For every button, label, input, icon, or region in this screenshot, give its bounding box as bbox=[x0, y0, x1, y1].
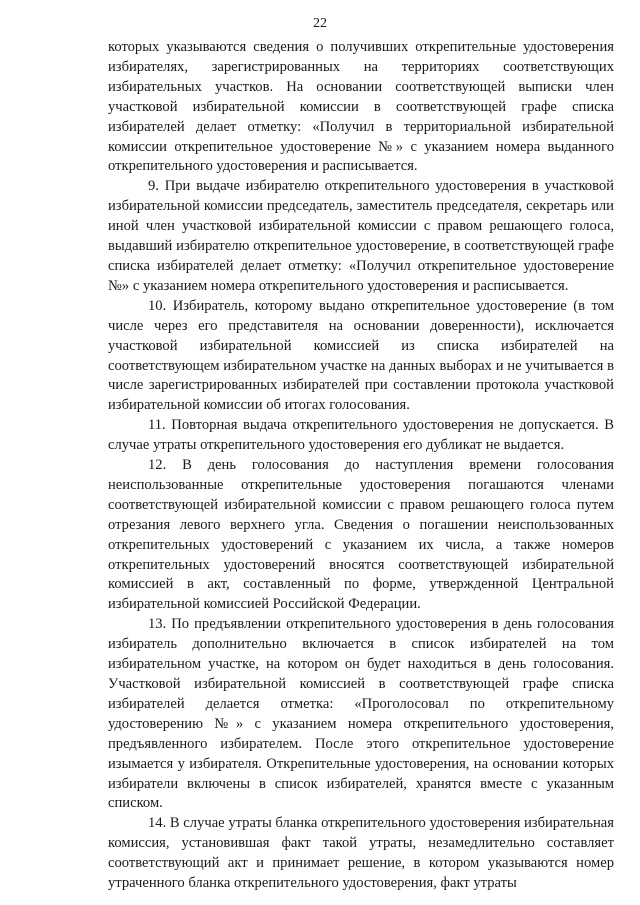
paragraph: 9. При выдаче избирателю открепительного удостоверения в участковой избирательной комиссии председатель, заместитель председателя, секретарь или иной член участковой избирательной комиссии с правом решающего голоса, выдавший избирателю открепительное удостоверение, в соответствующей графе списка избирателей делает отметку: «Получил открепительное удостоверение №» с указанием номера открепительного удостоверения и расписывается. bbox=[108, 178, 614, 294]
document-body bbox=[108, 38, 614, 894]
paragraph: 10. Избиратель, которому выдано открепительное удостоверение (в том числе через его представителя на основании доверенности), исключается участковой избирательной комиссией из списка избирателей на соответствующем избирательном участке на данных выборах и не учитывается в числе зарегистрированных избирателей при составлении протокола участковой избирательной комиссии об итогах голосования. bbox=[108, 297, 614, 414]
paragraph: 14. В случае утраты бланка открепительного удостоверения избирательная комиссия, установившая факт такой утраты, незамедлительно составляет соответствующий акт и принимает решение, в котором указываются номер утраченного бланка открепительного удостоверения, факт утраты bbox=[108, 815, 614, 892]
paragraph: 12. В день голосования до наступления времени голосования неиспользованные открепительные удостоверения погашаются членами соответствующей избирательной комиссии с правом решающего голоса путем отрезания левого верхнего угла. Сведения о погашении неиспользованных открепительных удостоверений с указанием их числа, а также номеров открепительных удостоверений вносятся соответствующей избирательной комиссией в акт, составленный по форме, утвержденной Центральной избирательной комиссией Российской Федерации. bbox=[108, 457, 614, 613]
paragraph: которых указываются сведения о получивших открепительные удостоверения избирателях, зарегистрированных на территориях соответствующих избирательных участков. На основании соответствующей выписки член участковой избирательной комиссии в соответствующей графе списка избирателей делает отметку: «Получил в территориальной избирательной комиссии открепительное удостоверение №» с указанием номера выданного открепительного удостоверения и расписывается. bbox=[108, 39, 614, 175]
paragraph: 13. По предъявлении открепительного удостоверения в день голосования избиратель дополнительно включается в список избирателей на том избирательном участке, на котором он будет находиться в день голосования. Участковой избирательной комиссией в соответствующей графе списка избирателей делается отметка: «Проголосовал по открепительному удостоверению №» с указанием номера открепительного удостоверения, предъявленного избирателем. После этого открепительное удостоверение изымается у избирателя. Открепительные удостоверения, на основании которых избиратели включены в список избирателей, хранятся вместе с указанным списком. bbox=[108, 616, 614, 812]
paragraph: 11. Повторная выдача открепительного удостоверения не допускается. В случае утраты открепительного удостоверения его дубликат не выдается. bbox=[108, 417, 614, 454]
page-number: 22 bbox=[313, 16, 327, 31]
